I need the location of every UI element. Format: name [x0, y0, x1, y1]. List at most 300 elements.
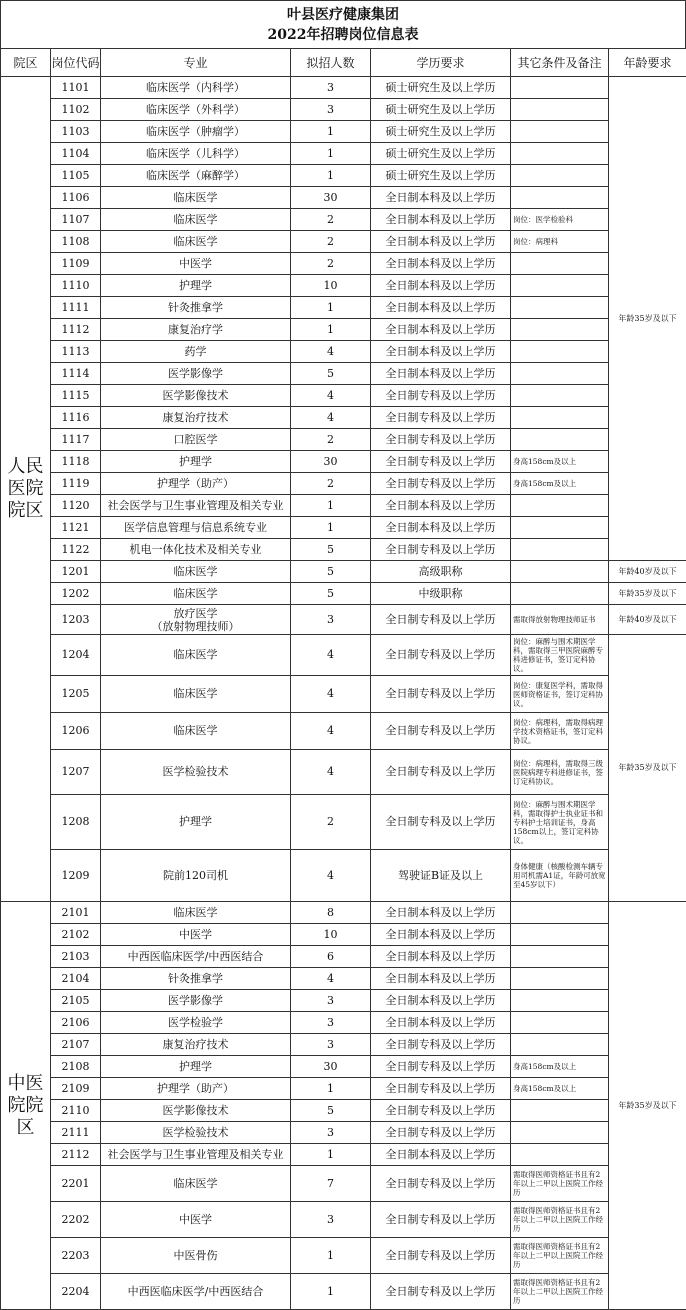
- notes: 岗位：病理科: [511, 231, 609, 253]
- header-code: 岗位代码: [51, 49, 101, 77]
- age-requirement: 年龄40岁及以下: [609, 561, 686, 583]
- notes: [511, 561, 609, 583]
- position-code: 1107: [51, 209, 101, 231]
- header-count: 拟招人数: [291, 49, 371, 77]
- position-code: 1103: [51, 121, 101, 143]
- table-row: [1, 1202, 686, 1238]
- notes: [511, 924, 609, 946]
- table-row: [1, 795, 686, 850]
- position-code: 2105: [51, 990, 101, 1012]
- notes: [511, 187, 609, 209]
- table-row: [1, 713, 686, 750]
- education-requirement: 全日制专科及以上学历: [371, 1100, 511, 1122]
- hiring-count: 10: [291, 924, 371, 946]
- notes: 身高158cm及以上: [511, 1078, 609, 1100]
- header-campus: 院区: [1, 49, 51, 77]
- recruitment-table: [0, 48, 686, 1310]
- table-row: [1, 1012, 686, 1034]
- notes: [511, 275, 609, 297]
- hiring-count: 2: [291, 473, 371, 495]
- table-row: [1, 850, 686, 902]
- notes: 岗位：病理科，需取得三级医院病理专科进修证书，签订定科协议。: [511, 750, 609, 795]
- table-row: [1, 539, 686, 561]
- table-row: [1, 407, 686, 429]
- education-requirement: 硕士研究生及以上学历: [371, 99, 511, 121]
- position-code: 1105: [51, 165, 101, 187]
- document-title: [0, 0, 686, 48]
- position-code: 2109: [51, 1078, 101, 1100]
- table-row: [1, 385, 686, 407]
- education-requirement: 中级职称: [371, 583, 511, 605]
- notes: [511, 1034, 609, 1056]
- notes: [511, 495, 609, 517]
- position-code: 2110: [51, 1100, 101, 1122]
- notes: [511, 341, 609, 363]
- education-requirement: 全日制专科及以上学历: [371, 473, 511, 495]
- notes: 需取得放射物理技师证书: [511, 605, 609, 635]
- major: 临床医学（麻醉学）: [101, 165, 291, 187]
- education-requirement: 全日制专科及以上学历: [371, 451, 511, 473]
- position-code: 1122: [51, 539, 101, 561]
- position-code: 2202: [51, 1202, 101, 1238]
- title-line-2: 2022年招聘岗位信息表: [268, 25, 419, 45]
- hiring-count: 1: [291, 297, 371, 319]
- notes: 需取得医师资格证书且有2年以上二甲以上医院工作经历: [511, 1166, 609, 1202]
- table-row: [1, 121, 686, 143]
- notes: [511, 253, 609, 275]
- table-row: [1, 319, 686, 341]
- education-requirement: 全日制专科及以上学历: [371, 795, 511, 850]
- table-row: [1, 968, 686, 990]
- table-row: [1, 1166, 686, 1202]
- education-requirement: 全日制本科及以上学历: [371, 363, 511, 385]
- education-requirement: 全日制本科及以上学历: [371, 187, 511, 209]
- table-row: [1, 1056, 686, 1078]
- notes: [511, 968, 609, 990]
- notes: [511, 77, 609, 99]
- major: 护理学（助产）: [101, 1078, 291, 1100]
- position-code: 1109: [51, 253, 101, 275]
- position-code: 1108: [51, 231, 101, 253]
- hiring-count: 5: [291, 561, 371, 583]
- major: 中西医临床医学/中西医结合: [101, 946, 291, 968]
- education-requirement: 全日制专科及以上学历: [371, 1034, 511, 1056]
- position-code: 2106: [51, 1012, 101, 1034]
- position-code: 1113: [51, 341, 101, 363]
- table-row: [1, 473, 686, 495]
- age-requirement: 年龄35岁及以下: [609, 77, 686, 561]
- education-requirement: 全日制本科及以上学历: [371, 1012, 511, 1034]
- notes: [511, 143, 609, 165]
- position-code: 2103: [51, 946, 101, 968]
- position-code: 1111: [51, 297, 101, 319]
- major: 康复治疗技术: [101, 407, 291, 429]
- major: 临床医学: [101, 713, 291, 750]
- major: 康复治疗学: [101, 319, 291, 341]
- major: 临床医学（外科学）: [101, 99, 291, 121]
- major: 针灸推拿学: [101, 297, 291, 319]
- major: 中医学: [101, 924, 291, 946]
- table-row: [1, 583, 686, 605]
- notes: 需取得医师资格证书且有2年以上二甲以上医院工作经历: [511, 1202, 609, 1238]
- position-code: 1117: [51, 429, 101, 451]
- notes: [511, 990, 609, 1012]
- education-requirement: 全日制本科及以上学历: [371, 275, 511, 297]
- hiring-count: 2: [291, 795, 371, 850]
- major: 医学信息管理与信息系统专业: [101, 517, 291, 539]
- education-requirement: 全日制本科及以上学历: [371, 341, 511, 363]
- hiring-count: 1: [291, 1274, 371, 1310]
- hiring-count: 5: [291, 363, 371, 385]
- education-requirement: 全日制本科及以上学历: [371, 297, 511, 319]
- hiring-count: 4: [291, 750, 371, 795]
- position-code: 1120: [51, 495, 101, 517]
- education-requirement: 全日制专科及以上学历: [371, 1202, 511, 1238]
- table-row: [1, 902, 686, 924]
- hiring-count: 1: [291, 143, 371, 165]
- notes: 岗位：医学检验科: [511, 209, 609, 231]
- major: 临床医学: [101, 902, 291, 924]
- education-requirement: 全日制专科及以上学历: [371, 605, 511, 635]
- major: 社会医学与卫生事业管理及相关专业: [101, 495, 291, 517]
- notes: [511, 319, 609, 341]
- major: 医学检验技术: [101, 750, 291, 795]
- hiring-count: 8: [291, 902, 371, 924]
- major: 临床医学: [101, 1166, 291, 1202]
- major: 医学影像学: [101, 990, 291, 1012]
- hiring-count: 3: [291, 1034, 371, 1056]
- major: 中医学: [101, 1202, 291, 1238]
- hiring-count: 5: [291, 1100, 371, 1122]
- major: 医学影像学: [101, 363, 291, 385]
- major: 临床医学（儿科学）: [101, 143, 291, 165]
- hiring-count: 2: [291, 231, 371, 253]
- header-row: [1, 49, 686, 77]
- major: 护理学: [101, 1056, 291, 1078]
- table-row: [1, 517, 686, 539]
- position-code: 1106: [51, 187, 101, 209]
- hiring-count: 3: [291, 990, 371, 1012]
- education-requirement: 全日制专科及以上学历: [371, 539, 511, 561]
- education-requirement: 全日制专科及以上学历: [371, 1274, 511, 1310]
- table-row: [1, 605, 686, 635]
- education-requirement: 硕士研究生及以上学历: [371, 143, 511, 165]
- notes: [511, 539, 609, 561]
- hiring-count: 7: [291, 1166, 371, 1202]
- position-code: 1101: [51, 77, 101, 99]
- hiring-count: 6: [291, 946, 371, 968]
- position-code: 2102: [51, 924, 101, 946]
- education-requirement: 全日制专科及以上学历: [371, 750, 511, 795]
- table-row: [1, 143, 686, 165]
- position-code: 1102: [51, 99, 101, 121]
- position-code: 2104: [51, 968, 101, 990]
- hiring-count: 4: [291, 385, 371, 407]
- notes: [511, 946, 609, 968]
- position-code: 1119: [51, 473, 101, 495]
- position-code: 1205: [51, 676, 101, 713]
- position-code: 1121: [51, 517, 101, 539]
- hiring-count: 1: [291, 495, 371, 517]
- education-requirement: 驾驶证B证及以上: [371, 850, 511, 902]
- notes: 身高158cm及以上: [511, 473, 609, 495]
- table-body: [1, 77, 686, 1310]
- table-row: [1, 750, 686, 795]
- major: 临床医学: [101, 231, 291, 253]
- table-row: [1, 187, 686, 209]
- education-requirement: 全日制本科及以上学历: [371, 495, 511, 517]
- table-row: [1, 924, 686, 946]
- position-code: 1202: [51, 583, 101, 605]
- education-requirement: 全日制专科及以上学历: [371, 1166, 511, 1202]
- table-row: [1, 1078, 686, 1100]
- major: 针灸推拿学: [101, 968, 291, 990]
- hiring-count: 30: [291, 187, 371, 209]
- major-line-1: 放疗医学: [101, 607, 290, 620]
- education-requirement: 全日制本科及以上学历: [371, 231, 511, 253]
- hiring-count: 4: [291, 968, 371, 990]
- table-row: [1, 341, 686, 363]
- table-row: [1, 451, 686, 473]
- position-code: 1209: [51, 850, 101, 902]
- notes: 需取得医师资格证书且有2年以上二甲以上医院工作经历: [511, 1274, 609, 1310]
- education-requirement: 全日制本科及以上学历: [371, 990, 511, 1012]
- education-requirement: 全日制本科及以上学历: [371, 1144, 511, 1166]
- hiring-count: 4: [291, 676, 371, 713]
- hiring-count: 5: [291, 539, 371, 561]
- education-requirement: 高级职称: [371, 561, 511, 583]
- hiring-count: 30: [291, 451, 371, 473]
- header-age: 年龄要求: [609, 49, 686, 77]
- hiring-count: 3: [291, 605, 371, 635]
- major: 护理学: [101, 275, 291, 297]
- major: 临床医学（肿瘤学）: [101, 121, 291, 143]
- notes: 岗位：病理科，需取得病理学技术资格证书，签订定科协议。: [511, 713, 609, 750]
- education-requirement: 全日制本科及以上学历: [371, 902, 511, 924]
- header-major: 专业: [101, 49, 291, 77]
- education-requirement: 全日制本科及以上学历: [371, 253, 511, 275]
- education-requirement: 全日制专科及以上学历: [371, 385, 511, 407]
- hiring-count: 3: [291, 77, 371, 99]
- position-code: 2108: [51, 1056, 101, 1078]
- notes: [511, 297, 609, 319]
- major: 医学影像技术: [101, 385, 291, 407]
- education-requirement: 全日制本科及以上学历: [371, 946, 511, 968]
- education-requirement: 全日制专科及以上学历: [371, 713, 511, 750]
- table-row: [1, 363, 686, 385]
- major: 护理学（助产）: [101, 473, 291, 495]
- position-code: 2101: [51, 902, 101, 924]
- position-code: 2112: [51, 1144, 101, 1166]
- position-code: 1112: [51, 319, 101, 341]
- position-code: 2203: [51, 1238, 101, 1274]
- education-requirement: 全日制专科及以上学历: [371, 1122, 511, 1144]
- hiring-count: 3: [291, 1012, 371, 1034]
- notes: [511, 121, 609, 143]
- hiring-count: 1: [291, 517, 371, 539]
- major: 临床医学: [101, 583, 291, 605]
- major: [101, 605, 291, 635]
- notes: 岗位：康复医学科，需取得医师资格证书，签订定科协议。: [511, 676, 609, 713]
- major: 护理学: [101, 795, 291, 850]
- education-requirement: 全日制本科及以上学历: [371, 517, 511, 539]
- major: 机电一体化技术及相关专业: [101, 539, 291, 561]
- age-requirement: 年龄40岁及以下: [609, 605, 686, 635]
- hiring-count: 4: [291, 635, 371, 676]
- education-requirement: 全日制专科及以上学历: [371, 429, 511, 451]
- hiring-count: 3: [291, 1202, 371, 1238]
- notes: [511, 1122, 609, 1144]
- notes: [511, 99, 609, 121]
- age-requirement: 年龄35岁及以下: [609, 583, 686, 605]
- table-row: [1, 275, 686, 297]
- hiring-count: 2: [291, 209, 371, 231]
- table-row: [1, 990, 686, 1012]
- major: 医学检验学: [101, 1012, 291, 1034]
- table-row: [1, 1122, 686, 1144]
- table-row: [1, 77, 686, 99]
- age-requirement: 年龄35岁及以下: [609, 902, 686, 1310]
- major: 中医骨伤: [101, 1238, 291, 1274]
- hiring-count: 4: [291, 341, 371, 363]
- major: 医学影像技术: [101, 1100, 291, 1122]
- position-code: 1208: [51, 795, 101, 850]
- education-requirement: 全日制专科及以上学历: [371, 635, 511, 676]
- major: 中西医临床医学/中西医结合: [101, 1274, 291, 1310]
- position-code: 2201: [51, 1166, 101, 1202]
- major: 口腔医学: [101, 429, 291, 451]
- table-row: [1, 635, 686, 676]
- table-row: [1, 209, 686, 231]
- campus-zhongyi: 中医院院区: [1, 902, 51, 1310]
- hiring-count: 10: [291, 275, 371, 297]
- table-row: [1, 1144, 686, 1166]
- major: 院前120司机: [101, 850, 291, 902]
- education-requirement: 全日制专科及以上学历: [371, 1056, 511, 1078]
- notes: 身高158cm及以上: [511, 1056, 609, 1078]
- notes: [511, 165, 609, 187]
- table-row: [1, 495, 686, 517]
- hiring-count: 3: [291, 99, 371, 121]
- major-line-2: （放射物理技师）: [101, 620, 290, 633]
- major: 药学: [101, 341, 291, 363]
- major: 康复治疗技术: [101, 1034, 291, 1056]
- hiring-count: 3: [291, 1122, 371, 1144]
- notes: [511, 583, 609, 605]
- hiring-count: 4: [291, 850, 371, 902]
- table-row: [1, 561, 686, 583]
- table-row: [1, 253, 686, 275]
- education-requirement: 硕士研究生及以上学历: [371, 77, 511, 99]
- major: 临床医学: [101, 676, 291, 713]
- campus-renmin: 人民医院院区: [1, 77, 51, 902]
- hiring-count: 30: [291, 1056, 371, 1078]
- position-code: 2107: [51, 1034, 101, 1056]
- major: 临床医学（内科学）: [101, 77, 291, 99]
- position-code: 1115: [51, 385, 101, 407]
- hiring-count: 1: [291, 319, 371, 341]
- position-code: 2204: [51, 1274, 101, 1310]
- education-requirement: 硕士研究生及以上学历: [371, 121, 511, 143]
- education-requirement: 全日制专科及以上学历: [371, 407, 511, 429]
- position-code: 1110: [51, 275, 101, 297]
- table-row: [1, 165, 686, 187]
- notes: 岗位：麻醉与围术期医学科，需取得三甲医院麻醉专科进修证书，签订定科协议。: [511, 635, 609, 676]
- position-code: 1118: [51, 451, 101, 473]
- position-code: 1201: [51, 561, 101, 583]
- position-code: 1204: [51, 635, 101, 676]
- major: 临床医学: [101, 561, 291, 583]
- table-row: [1, 231, 686, 253]
- notes: 岗位：麻醉与围术期医学科，需取得护士执业证书和专科护士培训证书，身高158cm以上，签订定科协议。: [511, 795, 609, 850]
- position-code: 1116: [51, 407, 101, 429]
- position-code: 1104: [51, 143, 101, 165]
- education-requirement: 全日制专科及以上学历: [371, 1078, 511, 1100]
- education-requirement: 全日制本科及以上学历: [371, 924, 511, 946]
- major: 护理学: [101, 451, 291, 473]
- notes: 需取得医师资格证书且有2年以上二甲以上医院工作经历: [511, 1238, 609, 1274]
- notes: [511, 429, 609, 451]
- major: 临床医学: [101, 187, 291, 209]
- major: 临床医学: [101, 635, 291, 676]
- major: 临床医学: [101, 209, 291, 231]
- table-row: [1, 1274, 686, 1310]
- hiring-count: 1: [291, 165, 371, 187]
- position-code: 2111: [51, 1122, 101, 1144]
- education-requirement: 全日制专科及以上学历: [371, 676, 511, 713]
- hiring-count: 2: [291, 253, 371, 275]
- header-notes: 其它条件及备注: [511, 49, 609, 77]
- header-education: 学历要求: [371, 49, 511, 77]
- major: 中医学: [101, 253, 291, 275]
- table-row: [1, 1238, 686, 1274]
- notes: [511, 385, 609, 407]
- hiring-count: 1: [291, 1144, 371, 1166]
- table-row: [1, 1034, 686, 1056]
- education-requirement: 全日制本科及以上学历: [371, 968, 511, 990]
- notes: 身体健康（核酸检测车辆专用司机需A1证，年龄可放宽至45岁以下）: [511, 850, 609, 902]
- notes: [511, 1144, 609, 1166]
- table-row: [1, 429, 686, 451]
- hiring-count: 2: [291, 429, 371, 451]
- hiring-count: 4: [291, 407, 371, 429]
- position-code: 1114: [51, 363, 101, 385]
- hiring-count: 4: [291, 713, 371, 750]
- major: 医学检验技术: [101, 1122, 291, 1144]
- table-row: [1, 297, 686, 319]
- education-requirement: 硕士研究生及以上学历: [371, 165, 511, 187]
- education-requirement: 全日制本科及以上学历: [371, 319, 511, 341]
- table-row: [1, 676, 686, 713]
- table-row: [1, 99, 686, 121]
- notes: 身高158cm及以上: [511, 451, 609, 473]
- education-requirement: 全日制专科及以上学历: [371, 1238, 511, 1274]
- position-code: 1206: [51, 713, 101, 750]
- hiring-count: 1: [291, 1238, 371, 1274]
- hiring-count: 5: [291, 583, 371, 605]
- notes: [511, 517, 609, 539]
- notes: [511, 1100, 609, 1122]
- table-row: [1, 946, 686, 968]
- notes: [511, 363, 609, 385]
- position-code: 1207: [51, 750, 101, 795]
- notes: [511, 1012, 609, 1034]
- age-requirement: 年龄35岁及以下: [609, 635, 686, 902]
- table-row: [1, 1100, 686, 1122]
- hiring-count: 1: [291, 121, 371, 143]
- hiring-count: 1: [291, 1078, 371, 1100]
- notes: [511, 902, 609, 924]
